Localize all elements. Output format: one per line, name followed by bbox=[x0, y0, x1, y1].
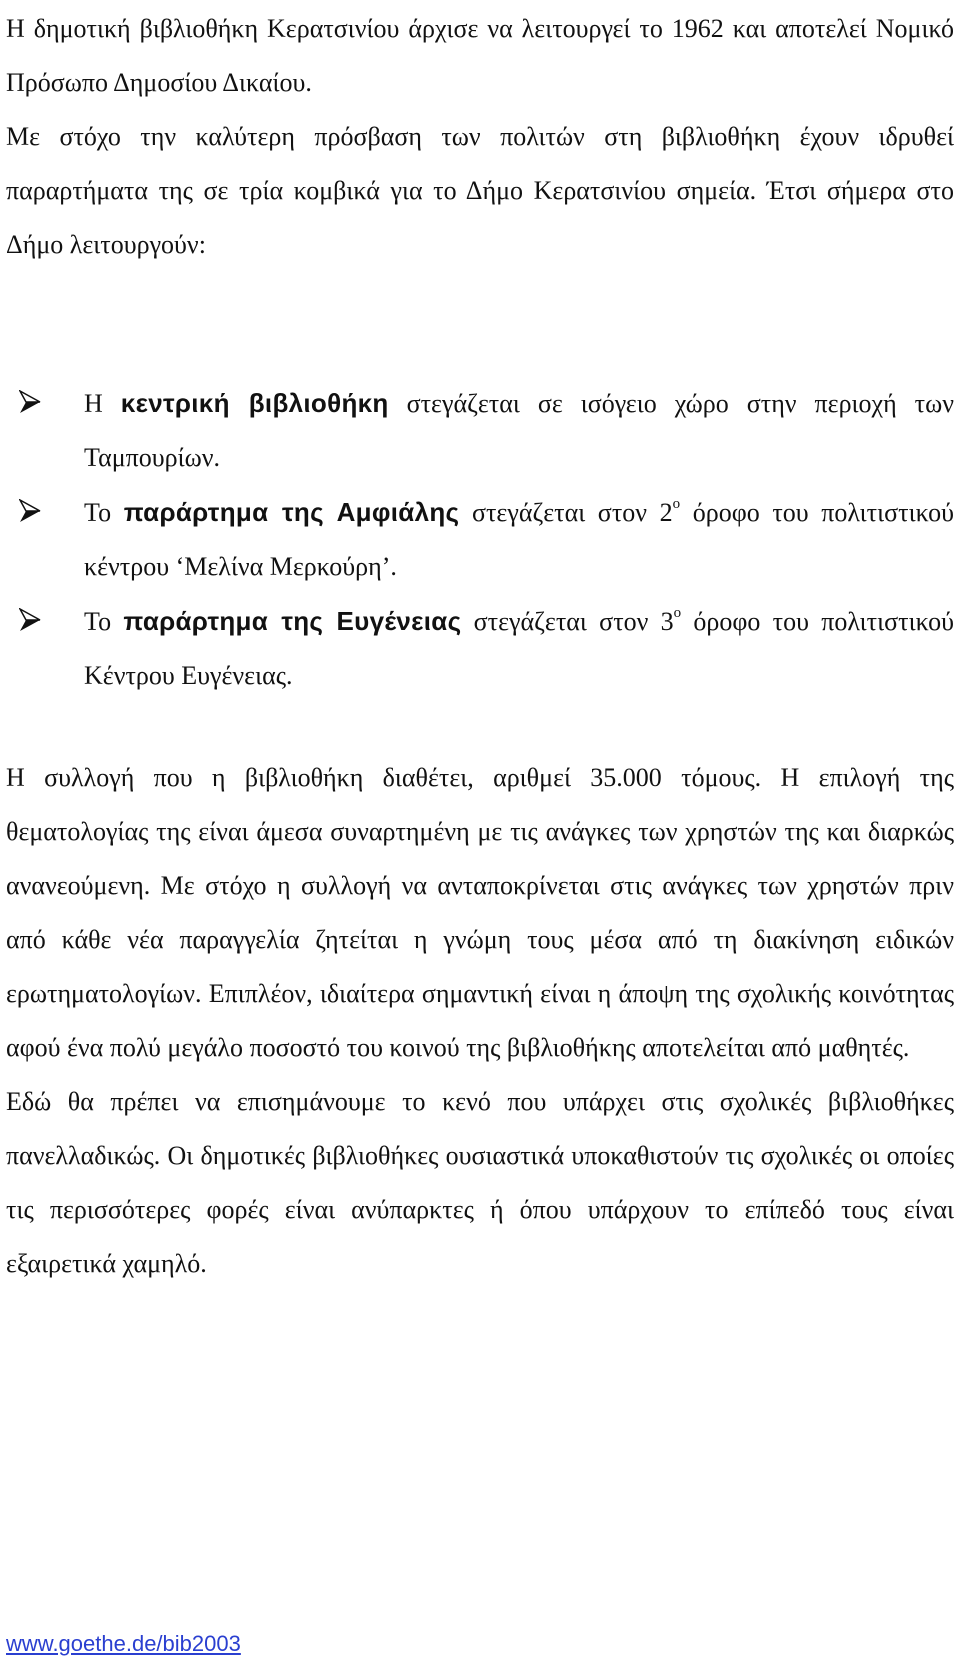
spacer bbox=[6, 272, 954, 376]
school-libraries-paragraph: Εδώ θα πρέπει να επισημάνουμε το κενό που υπάρχει στις σχολικές βιβλιοθήκες πανελλαδικώς. Οι δημοτικές βιβλιοθήκες ουσιαστικά υποκαθιστούν τις σχολικές οι οποίες τις περισσότερες φορές είναι ανύπαρκτες ή όπου υπάρχουν το επίπεδό τους είναι εξαιρετικά χαμηλό. bbox=[6, 1087, 954, 1278]
bullet-bold-term: παράρτημα της Ευγένειας bbox=[123, 606, 462, 636]
bullet-text: στεγάζεται στον 3 bbox=[461, 607, 674, 636]
list-item-central-library bbox=[6, 376, 954, 485]
list-item-amfiali-branch bbox=[6, 485, 954, 594]
arrow-bullet-icon bbox=[19, 594, 59, 648]
bullet-text: όροφο του πολιτιστικού κέντρου ‘Μελίνα Μερκούρη’. bbox=[84, 498, 954, 581]
floor-superscript: ο bbox=[672, 496, 681, 513]
arrow-bullet-icon bbox=[19, 376, 59, 430]
bullet-lead: Το bbox=[84, 607, 124, 636]
arrow-bullet-icon bbox=[19, 485, 59, 539]
footer-link[interactable]: www.goethe.de/bib2003 bbox=[6, 1631, 241, 1656]
bullet-bold-term: κεντρική βιβλιοθήκη bbox=[120, 388, 389, 418]
branch-list bbox=[6, 376, 954, 703]
floor-superscript: ο bbox=[673, 605, 682, 622]
document-page bbox=[6, 0, 954, 1291]
intro-paragraph-founding: Η δημοτική βιβλιοθήκη Κερατσινίου άρχισε να λειτουργεί το 1962 και αποτελεί Νομικό Πρόσωπο Δημοσίου Δικαίου. bbox=[6, 14, 954, 97]
bullet-lead: Το bbox=[84, 498, 124, 527]
intro-paragraph-branches: Με στόχο την καλύτερη πρόσβαση των πολιτών στη βιβλιοθήκη έχουν ιδρυθεί παραρτήματα της σε τρία κομβικά για το Δήμο Κερατσινίου σημεία. Έτσι σήμερα στο Δήμο λειτουργούν: bbox=[6, 122, 954, 259]
bullet-lead: Η bbox=[84, 389, 121, 418]
spacer bbox=[6, 703, 954, 751]
list-item-evgeneia-branch bbox=[6, 594, 954, 703]
bullet-text: στεγάζεται στον 2 bbox=[459, 498, 673, 527]
bullet-bold-term: παράρτημα της Αμφιάλης bbox=[123, 497, 460, 527]
collection-paragraph: Η συλλογή που η βιβλιοθήκη διαθέτει, αριθμεί 35.000 τόμους. Η επιλογή της θεματολογίας της είναι άμεσα συναρτημένη με τις ανάγκες των χρηστών της και διαρκώς ανανεούμενη. Με στόχο η συλλογή να ανταποκρίνεται στις ανάγκες των χρηστών πριν από κάθε νέα παραγγελία ζητείται η γνώμη τους μέσα από τη διακίνηση ειδικών ερωτηματολογίων. Επιπλέον, ιδιαίτερα σημαντική είναι η άποψη της σχολικής κοινότητας αφού ένα πολύ μεγάλο ποσοστό του κοινού της βιβλιοθήκης αποτελείται από μαθητές. bbox=[6, 763, 954, 1062]
bullet-text: όροφο του πολιτιστικού Κέντρου Ευγένειας. bbox=[84, 607, 954, 690]
bullet-text: στεγάζεται σε ισόγειο χώρο στην περιοχή των Ταμπουρίων. bbox=[84, 389, 954, 472]
